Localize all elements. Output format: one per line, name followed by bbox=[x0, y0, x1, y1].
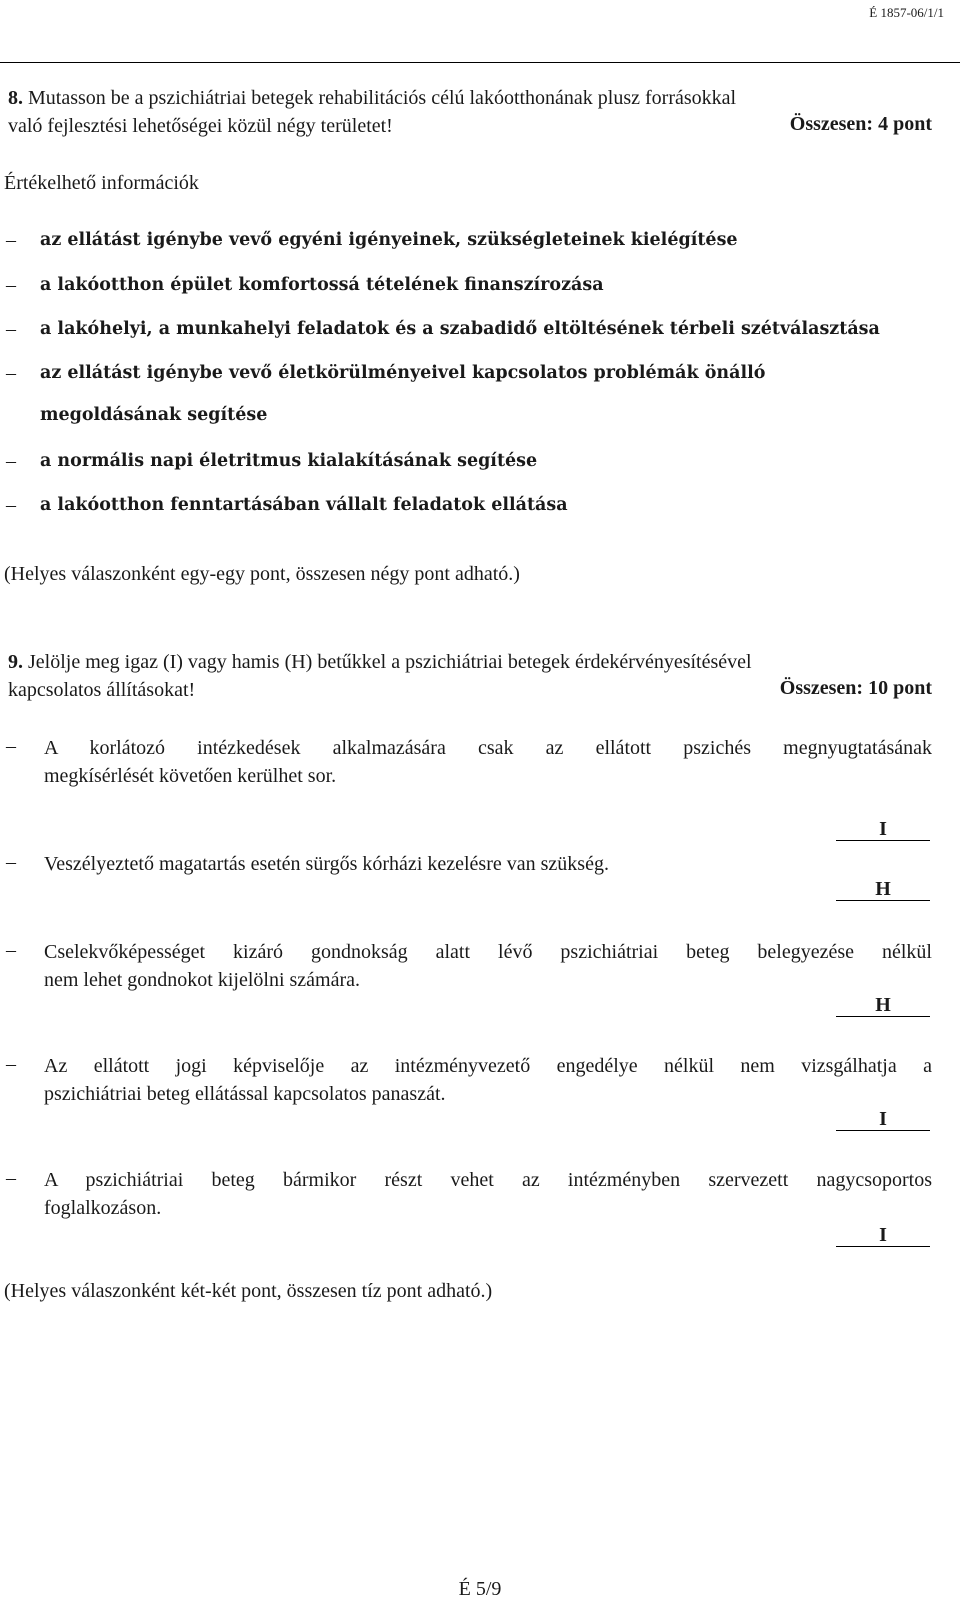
statement-line1: A korlátozó intézkedések alkalmazására csak az ellátott pszichés megnyugtatásának bbox=[44, 737, 932, 759]
answer-value: I bbox=[836, 818, 930, 841]
dash-icon: – bbox=[6, 939, 16, 961]
q8-item: a lakóotthon épület komfortossá tételének finanszírozása bbox=[40, 275, 604, 295]
q9-prompt-line1 bbox=[8, 648, 752, 676]
q9-answer-1 bbox=[836, 818, 930, 841]
q8-scoring-note: (Helyes válaszonként egy-egy pont, összesen négy pont adható.) bbox=[4, 563, 520, 585]
q9-answer-4 bbox=[836, 1108, 930, 1131]
dash-icon: – bbox=[6, 851, 16, 873]
q8-number: 8. bbox=[8, 87, 23, 109]
q9-statement bbox=[44, 1166, 932, 1222]
q8-prompt-line1 bbox=[8, 84, 736, 112]
q8-item: a lakóhelyi, a munkahelyi feladatok és a szabadidő eltöltésének térbeli szétválasztása bbox=[40, 319, 880, 339]
q8-item: a normális napi életritmus kialakításának segítése bbox=[40, 451, 538, 471]
q8-total: Összesen: 4 pont bbox=[789, 113, 932, 135]
page-number: É 5/9 bbox=[458, 1578, 502, 1600]
q9-total: Összesen: 10 pont bbox=[779, 677, 932, 699]
q8-heading: Értékelhető információk bbox=[4, 172, 199, 194]
q9-answer-5 bbox=[836, 1224, 930, 1247]
answer-value: I bbox=[836, 1108, 930, 1131]
q9-number: 9. bbox=[8, 651, 23, 673]
dash-icon: – bbox=[6, 274, 16, 296]
dash-icon: – bbox=[6, 450, 16, 472]
q8-text-line2: való fejlesztési lehetőségei közül négy területet! bbox=[8, 115, 393, 137]
q9-statement bbox=[44, 734, 932, 790]
answer-value: I bbox=[836, 1224, 930, 1247]
statement-line1: Veszélyeztető magatartás esetén sürgős kórházi kezelésre van szükség. bbox=[44, 853, 609, 875]
q9-answer-3 bbox=[836, 994, 930, 1017]
q9-statement bbox=[44, 1052, 932, 1108]
statement-line2: foglalkozáson. bbox=[44, 1197, 162, 1219]
statement-line2: nem lehet gondnokot kijelölni számára. bbox=[44, 969, 361, 991]
q8-item: az ellátást igénybe vevő egyéni igényeinek, szükségleteinek kielégítése bbox=[40, 230, 738, 250]
q8-item: az ellátást igénybe vevő életkörülményeivel kapcsolatos problémák önálló bbox=[40, 363, 766, 383]
statement-line1: A pszichiátriai beteg bármikor részt vehet az intézményben szervezett nagycsoportos bbox=[44, 1169, 932, 1191]
q9-statement bbox=[44, 850, 932, 878]
statement-line1: Az ellátott jogi képviselője az intézményvezető engedélye nélkül nem vizsgálhatja a bbox=[44, 1055, 932, 1077]
dash-icon: – bbox=[6, 1167, 16, 1189]
q8-item: a lakóotthon fenntartásában vállalt feladatok ellátása bbox=[40, 495, 568, 515]
statement-line1: Cselekvőképességet kizáró gondnokság alatt lévő pszichiátriai beteg belegyezése nélkül bbox=[44, 941, 932, 963]
q8-text-line1: Mutasson be a pszichiátriai betegek rehabilitációs célú lakóotthonának plusz forrásokkal bbox=[28, 87, 737, 109]
dash-icon: – bbox=[6, 494, 16, 516]
q9-answer-2 bbox=[836, 878, 930, 901]
statement-line2: megkísérlését követően kerülhet sor. bbox=[44, 765, 337, 787]
dash-icon: – bbox=[6, 1053, 16, 1075]
statement-line2: pszichiátriai beteg ellátással kapcsolatos panaszát. bbox=[44, 1083, 446, 1105]
exam-code: É 1857-06/1/1 bbox=[869, 5, 944, 20]
q9-statement bbox=[44, 938, 932, 994]
answer-value: H bbox=[836, 878, 930, 901]
dash-icon: – bbox=[6, 229, 16, 251]
answer-value: H bbox=[836, 994, 930, 1017]
dash-icon: – bbox=[6, 735, 16, 757]
q8-item-continued: megoldásának segítése bbox=[40, 405, 268, 425]
dash-icon: – bbox=[6, 318, 16, 340]
header-rule bbox=[0, 62, 960, 63]
q9-text-line2: kapcsolatos állításokat! bbox=[8, 679, 196, 701]
q9-text-line1: Jelölje meg igaz (I) vagy hamis (H) betűkkel a pszichiátriai betegek érdekérvényesítésével bbox=[28, 651, 752, 673]
dash-icon: – bbox=[6, 362, 16, 384]
q9-scoring-note: (Helyes válaszonként két-két pont, összesen tíz pont adható.) bbox=[4, 1280, 493, 1302]
